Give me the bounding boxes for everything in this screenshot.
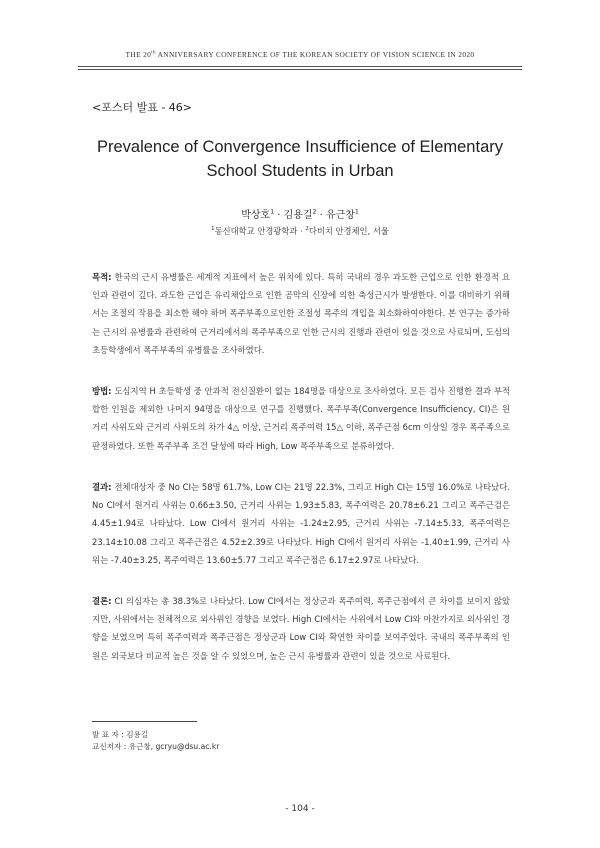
affiliation: 다비치 안경체인, 서울 <box>308 226 389 236</box>
header-rule <box>78 66 522 67</box>
conference-header <box>0 50 600 59</box>
author-name: 박상호 <box>241 210 271 221</box>
affiliation-list <box>0 225 600 237</box>
poster-label: <포스터 발표 - 46> <box>92 101 193 114</box>
section-label: 방법: <box>92 386 112 396</box>
results-section <box>92 478 510 569</box>
methods-section <box>92 382 510 455</box>
conference-header-sup: th <box>151 50 156 56</box>
affil-separator: · <box>297 226 306 236</box>
page-number: - 104 - <box>285 804 315 814</box>
author-separator: · <box>274 210 284 221</box>
section-body: CI 의심자는 총 38.3%로 나타났다. Low CI에서는 정상군과 폭주여력, 폭주근점에서 큰 차이를 보이지 않았지만, 사위에서는 전체적으로 외사위인 경향을 보였다. High CI에서는 사위에서 Low CI와 마찬가지로 외사위인 경향을 보였으며 특히 폭주여력과 폭주근점은 정상군과 Low CI와 확연한 차이를 보여주었다. 국내의 폭주부족의 인원은 외국보다 비교적 높은 것을 알 수 있었으며, 높은 근시 유병률과 관련이 있을 것으로 사료된다. <box>92 596 510 661</box>
section-body: 한국의 근시 유병률은 세계적 지표에서 높은 위치에 있다. 특히 국내의 경우 과도한 근업으로 인한 환경적 요인과 관련이 깊다. 과도한 근업은 유리체압으로 인한 공막의 신장에 의한 축성근시가 발생한다. 이를 대비하기 위해서는 조절의 작용을 최소한 해야 하며 폭주부족으로인한 조절성 폭주의 개입을 최소화하여야한다. 본 연구는 증가하는 근시의 유병률과 관련하여 근거리에서의 폭주부족으로 인한 근시의 진행과 관련이 있을 것으로 사료되며, 도심의 초등학생에서 폭주부족의 유병률을 조사하였다. <box>92 272 510 355</box>
footnote-rule <box>92 721 197 722</box>
author-name: 김용길 <box>283 210 313 221</box>
author-name: 유근창 <box>325 210 355 221</box>
affil-mark: 2 <box>305 226 309 233</box>
affiliation: 동신대학교 안경광학과 <box>214 226 298 236</box>
section-label: 결과: <box>92 482 112 492</box>
author-affil-mark: 1 <box>270 208 275 216</box>
purpose-section <box>92 268 510 359</box>
paper-title-line-2: School Students in Urban <box>206 162 394 180</box>
conference-header-text-rest: ANNIVERSARY CONFERENCE OF THE KOREAN SOCIETY OF VISION SCIENCE IN 2020 <box>155 50 475 59</box>
correspondent-note: 교신저자 : 유근창, gcryu@dsu.ac.kr <box>92 742 220 751</box>
section-body: 전체대상자 중 No CI는 58명 61.7%, Low CI는 21명 22.3%, 그리고 High CI는 15명 16.0%로 나타났다. No CI에서 원거리 사위는 0.66±3.50, 근거리 사위는 1.93±5.83, 폭주여력은 20.78±6.21 그리고 폭주근검은 4.45±1.94로 나타났다. Low CI에서 원거리 사위는 -1.24±2.95, 근거리 사위는 -7.14±5.33, 폭주여력은 23.14±10.08 그리고 폭주근점은 4.52±2.39로 나타났다. High CI에서 원거리 사위는 -1.40±1.99, 근거리 사위는 -7.40±3.25, 폭주여력은 13.60±5.77 그리고 폭주근점은 6.17±2.97로 나타났다. <box>92 482 510 565</box>
header-rule-thin <box>78 69 522 70</box>
presenter-note: 발 표 자 : 김용길 <box>92 730 149 739</box>
section-body: 도심지역 H 초등학생 중 안과적 전신질환이 없는 184명을 대상으로 조사하였다. 모든 검사 진행한 결과 부적합한 인원을 제외한 나머지 94명을 대상으로 연구를 진행했다. 폭주부족(Convergence Insufficiency, CI)은 원거리 사위도와 근거리 사위도의 차가 4△ 이상, 근거리 폭주여력 15△ 이하, 폭주근점 6cm 이상일 경우 폭주족으로 판정하였다. 또한 폭주부족 조건 달성에 따라 High, Low 폭주부족으로 분류하였다. <box>92 386 510 451</box>
author-separator: · <box>316 210 326 221</box>
section-label: 목적: <box>92 272 112 282</box>
paper-title-line-1: Prevalence of Convergence Insufficience of Elementary <box>96 138 503 156</box>
author-affil-mark: 2 <box>312 208 317 216</box>
affil-mark: 1 <box>211 226 215 233</box>
author-affil-mark: 1 <box>354 208 359 216</box>
author-list <box>0 206 600 221</box>
conclusion-section <box>92 592 510 665</box>
paper-title <box>60 135 540 183</box>
section-label: 결론: <box>92 596 112 606</box>
conference-header-text: THE 20 <box>125 50 152 59</box>
